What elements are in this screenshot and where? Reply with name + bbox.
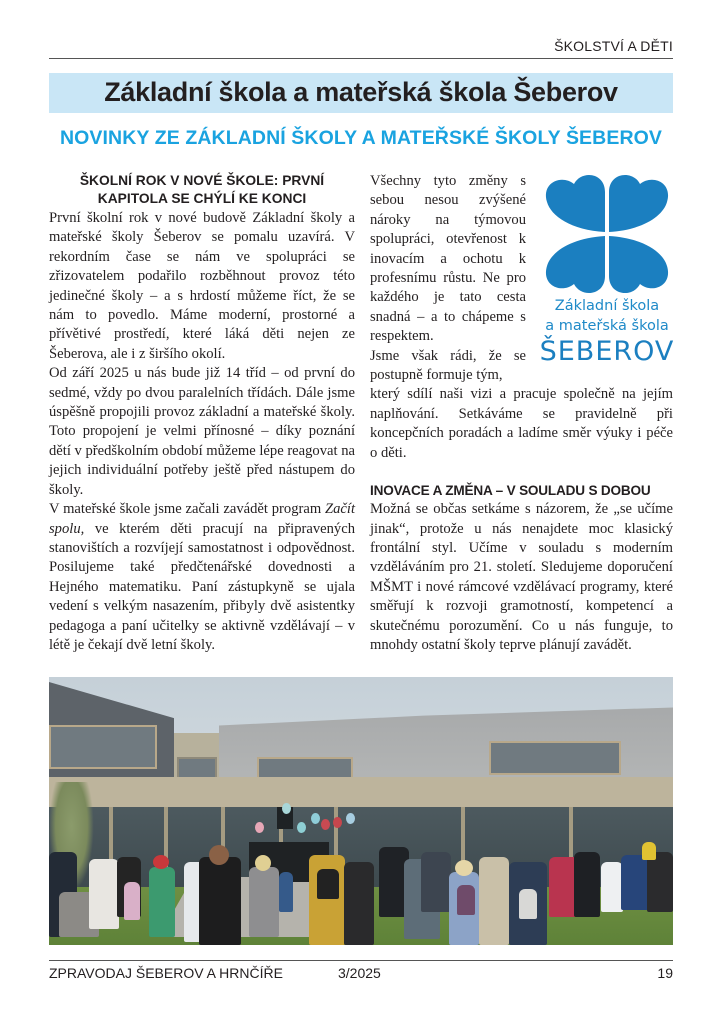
logo-line2: a mateřská škola [545,318,669,334]
program-name: Začít spolu, [49,501,355,537]
issue-number: 3/2025 [338,965,381,981]
text: V mateřské škole jsme začali zavádět program [49,501,325,518]
paragraph: Jsme však rádi, že se postupně formuje tým, [370,347,526,384]
top-rule [49,58,673,59]
publication-name: ZPRAVODAJ ŠEBEROV A HRNČÍŘE [49,965,283,981]
article-heading: INOVACE A ZMĚNA – V SOULADU S DOBOU [370,483,651,499]
title-band [49,73,673,113]
left-column [49,172,355,655]
article-heading [49,172,355,208]
paragraph [49,500,355,655]
four-leaf-clover-hearts-icon [527,170,687,298]
page-number: 19 [657,965,673,981]
paragraph: Všechny tyto změny s sebou nesou zvýšené nároky na týmovou spolupráci, otevřenost k inovacím a ochotu k profesnímu růstu. Ne pro každého je tato cesta snadná – a to chápeme s respektem. [370,173,526,345]
logo-line1: Základní škola [554,298,660,314]
article-heading-line2: KAPITOLA SE CHÝLÍ KE KONCI [97,191,307,206]
paragraph: Možná se občas setkáme s názorem, že „se učíme jinak“, protože u nás nenajdete moc klasický frontální styl. Učíme v souladu s moderním vzděláváním pro 21. století. Sledujeme doporučení MŠMT i nové rámcové vzdělávací programy, které směřují k rozvoji gramotností, kompetencí a skutečnému porozumění. Co u nás funguje, to mnohdy ostatní školy teprve plánují zavádět. [370,501,673,653]
page-title: Základní škola a mateřská škola Šeberov [104,77,618,107]
article-heading-line1: ŠKOLNÍ ROK V NOVÉ ŠKOLE: PRVNÍ [79,173,325,188]
paragraph: První školní rok v nové budově Základní školy a mateřské školy Šeberov se pomalu uzavírá. V rekordním čase se nám ve spolupráci se zřizovatelem podařilo rozběhnout provoz této jedinečné školy – a s hrdostí můžeme říct, že se nám to povedlo. Máme moderní, prostorné a přívětivé prostředí, které láká děti nejen ze Šeberova, ale i z širšího okolí. [49,210,355,362]
text: ve kterém děti pracují na připravených stanovištích a rozvíjejí samostatnost i odpovědnost. Posilujeme také předčtenářské dovednosti a Hejného matematiku. Paní zástupkyně se ujala vedení s velkým nasazením, přibyly dvě asistentky pedagoga a paní učitelky se aktivně vzdělávají – v létě je čekají dvě letní školy. [49,520,355,653]
school-event-photo [49,677,673,945]
subtitle: NOVINKY ZE ZÁKLADNÍ ŠKOLY A MATEŘSKÉ ŠKOLY ŠEBEROV [59,127,662,149]
section-label: ŠKOLSTVÍ A DĚTI [554,38,673,54]
logo-line3: ŠEBEROV [539,336,675,367]
paragraph: Od září 2025 u nás bude již 14 tříd – od první do sedmé, vždy po dvou paralelních třídách. Dále jsme úspěšně propojili provoz základní a mateřské školy. Toto propojení je velmi přínosné – díky poznání dětí v předškolním období můžeme lépe reagovat na jejich individuální potřeby ještě před nástupem do školy. [49,365,355,498]
paragraph: který sdílí naši vizi a pracuje společně na jejím naplňování. Setkáváme se pravidelně při koncepčních poradách a ladíme směr výuky i péče o děti. [370,386,673,461]
bottom-rule [49,960,673,961]
school-logo [527,170,687,370]
